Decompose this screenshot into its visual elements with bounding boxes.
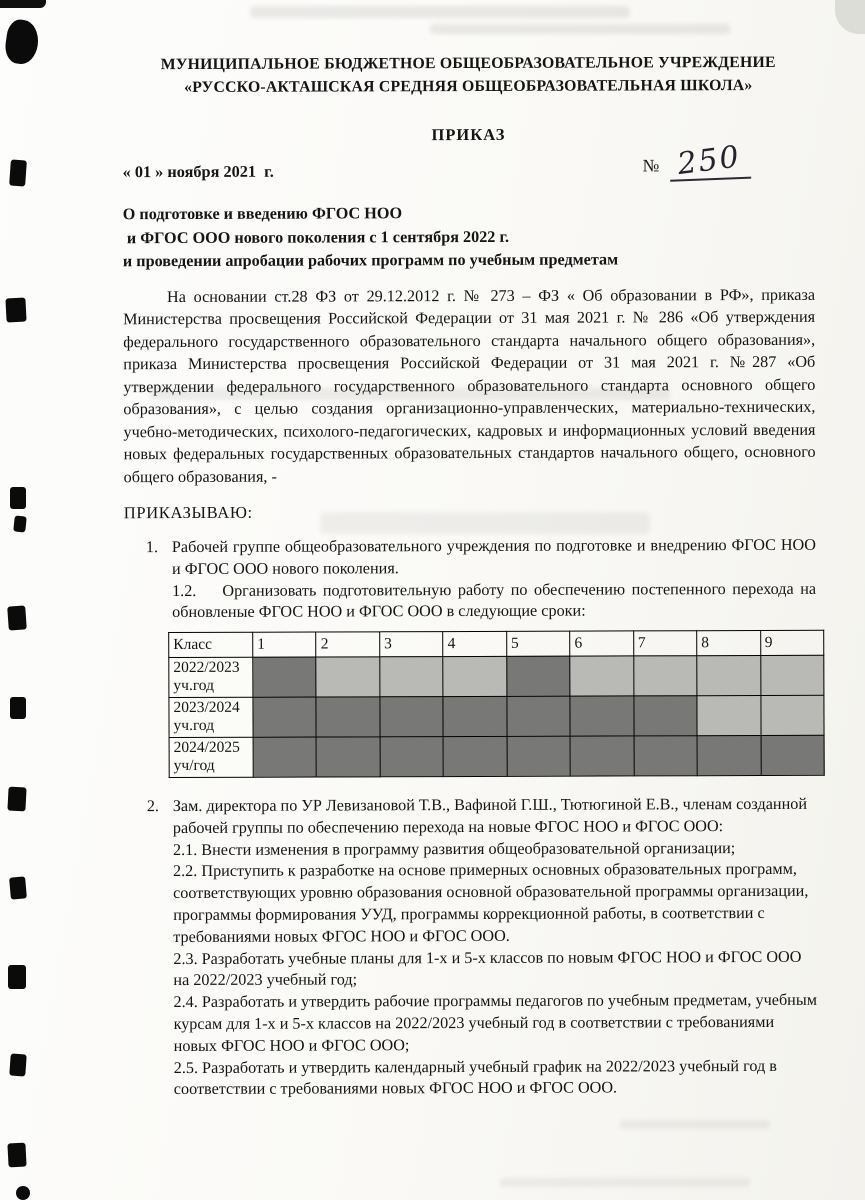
- year-label-cell: 2024/2025 уч/год: [169, 737, 253, 777]
- order-items: [124, 535, 818, 1102]
- grade-column-header: 1: [253, 632, 317, 657]
- item-1: [146, 535, 816, 581]
- scan-artifact: [16, 1186, 30, 1200]
- scan-artifact: [835, 0, 865, 34]
- transition-shaded-cell: [316, 697, 380, 737]
- transition-shaded-cell: [760, 655, 824, 695]
- grade-column-header: 8: [697, 631, 761, 656]
- transition-shaded-cell: [507, 656, 571, 696]
- order-number-group: [642, 139, 751, 183]
- transition-shaded-cell: [253, 737, 317, 777]
- transition-table-head: [169, 630, 824, 657]
- scan-artifact: [0, 0, 46, 8]
- item-1-2-text: Организовать подготовительную работу по обеспечению постепенного перехода на обновленые ФГОС НОО и ФГОС ООО в следующие сроки:: [172, 579, 817, 622]
- item-2-text: Зам. директора по УР Левизановой Т.В., Вафиной Г.Ш., Тютюгиной Е.В., членам созданной рабочей группы по обеспечению перехода на новые ФГОС НОО и ФГОС ООО:: [172, 794, 808, 837]
- subitem-2-2: 2.2. Приступить к разработке на основе примерных основных образовательных программ, соответствующих уровню образования основной образовательной программы организации, программы формирования УУД, программы коррекционной работы, в соответствии с требованиями новых ФГОС НОО и ФГОС ООО.: [172, 860, 809, 946]
- transition-shaded-cell: [443, 656, 507, 696]
- transition-shaded-cell: [633, 656, 697, 696]
- order-word: ПРИКАЗЫВАЮ:: [123, 502, 253, 523]
- org-name-line1: МУНИЦИПАЛЬНОЕ БЮДЖЕТНОЕ ОБЩЕОБРАЗОВАТЕЛЬНОЕ УЧРЕЖДЕНИЕ: [160, 53, 776, 74]
- transition-shaded-cell: [697, 655, 761, 695]
- table-row: [169, 655, 824, 697]
- transition-shaded-cell: [380, 697, 444, 737]
- table-row: [169, 735, 824, 777]
- subitem-2-1: 2.1. Внести изменения в программу развития общеобразовательной организации;: [172, 838, 736, 859]
- transition-shaded-cell: [697, 695, 761, 735]
- scan-artifact: [7, 787, 26, 812]
- grade-column-header: 9: [760, 630, 824, 655]
- transition-table-body: [169, 655, 824, 777]
- grade-column-header: 3: [380, 632, 444, 657]
- scan-artifact: [9, 159, 27, 186]
- bleed-through-artifact: [620, 1120, 770, 1129]
- transition-shaded-cell: [634, 696, 698, 736]
- scan-artifact: [9, 876, 27, 899]
- scan-artifact: [9, 1053, 26, 1076]
- order-subject: [123, 201, 815, 274]
- transition-shaded-cell: [570, 696, 634, 736]
- transition-table: [168, 630, 825, 778]
- transition-shaded-cell: [316, 737, 380, 777]
- org-name-line2: «РУССКО-АКТАШСКАЯ СРЕДНЯЯ ОБЩЕОБРАЗОВАТЕЛЬНАЯ ШКОЛА»: [184, 77, 753, 96]
- subitem-2-4: 2.4. Разработать и утвердить рабочие программы педагогов по учебным предметам, учебным курсам для 1-х и 5-х классов на 2022/2023 учебный год в соответствии с требованиями новых ФГОС НОО и ФГОС ООО;: [173, 990, 817, 1055]
- item-2: [147, 794, 817, 840]
- grade-column-header: 5: [506, 631, 570, 656]
- item-2-number: 2.: [146, 797, 159, 816]
- bleed-through-artifact: [500, 1178, 750, 1187]
- transition-shaded-cell: [761, 735, 825, 775]
- scan-artifact: [8, 965, 26, 989]
- handwritten-order-number: 250: [675, 139, 743, 183]
- transition-shaded-cell: [570, 736, 634, 776]
- document-type-title: ПРИКАЗ: [431, 124, 506, 145]
- transition-shaded-cell: [697, 735, 761, 775]
- year-label-cell: 2022/2023 уч.год: [169, 657, 253, 697]
- number-sign-label: №: [642, 155, 660, 176]
- grade-column-header: 4: [443, 632, 507, 657]
- transition-shaded-cell: [443, 696, 507, 736]
- item-1-2: [172, 578, 816, 624]
- bleed-through-artifact: [430, 24, 730, 34]
- transition-shaded-cell: [253, 657, 317, 697]
- table-header-row: [169, 630, 824, 657]
- document-content: [122, 51, 818, 1102]
- subject-line3: и проведении апробации рабочих программ по учебным предметам: [122, 250, 619, 271]
- transition-shaded-cell: [634, 736, 698, 776]
- class-column-header: Класс: [169, 632, 253, 657]
- transition-shaded-cell: [507, 736, 571, 776]
- bleed-through-artifact: [250, 6, 630, 18]
- subject-line2: и ФГОС ООО нового поколения с 1 сентября 2022 г.: [122, 227, 510, 247]
- item-1-2-number: 1.2.: [172, 581, 197, 600]
- scan-artifact: [7, 1143, 26, 1168]
- item-1-number: 1.: [145, 538, 159, 557]
- order-date: « 01 » ноября 2021 г.: [122, 161, 274, 182]
- scan-artifact: [7, 605, 27, 630]
- preamble-paragraph: На основании ст.28 ФЗ от 29.12.2012 г. № 273 – ФЗ « Об образовании в РФ», приказа Министерства просвещения Российской Федерации от 31 мая 2021 г. № 286 «Об утверждения федерального государственного образовательного стандарта начального общего образования», приказа Министерства просвещения Российской Федерации от 31 мая 2021 г. №287 «Об утверждении федерального государственного образовательного стандарта основного общего образования», с целью создания организационно-управленческих, материально-технических, учебно-методических, психолого-педагогических, кадровых и информационных условий введения новых федеральных государственных образовательных стандартов начального общего, основного общего образования, -: [123, 285, 816, 486]
- transition-shaded-cell: [570, 656, 634, 696]
- grade-column-header: 2: [316, 632, 380, 657]
- grade-column-header: 6: [570, 631, 634, 656]
- scan-artifact: [5, 297, 26, 322]
- scan-artifact: [10, 487, 26, 509]
- table-row: [169, 695, 824, 737]
- transition-shaded-cell: [760, 695, 824, 735]
- subitem-2-5: 2.5. Разработать и утвердить календарный учебный график на 2022/2023 учебный год в соответствии с требованиями новых ФГОС НОО и ФГОС ООО.: [173, 1056, 777, 1099]
- date-number-row: [122, 139, 815, 185]
- transition-shaded-cell: [443, 736, 507, 776]
- scan-artifact: [13, 515, 27, 532]
- year-label-cell: 2023/2024 уч.год: [169, 697, 253, 737]
- item-1-text: Рабочей группе общеобразовательного учреждения по подготовке и внедрению ФГОС НОО и ФГОС ООО нового поколения.: [171, 535, 816, 578]
- scan-artifact: [10, 697, 26, 719]
- subject-line1: О подготовке и введению ФГОС НОО: [122, 204, 403, 224]
- grade-column-header: 7: [633, 631, 697, 656]
- subitem-2-3: 2.3. Разработать учебные планы для 1-х и 5-х классов по новым ФГОС НОО и ФГОС ООО на 2022/2023 учебный год;: [173, 947, 802, 990]
- transition-shaded-cell: [253, 697, 317, 737]
- transition-shaded-cell: [380, 657, 444, 697]
- transition-shaded-cell: [507, 696, 571, 736]
- transition-shaded-cell: [380, 737, 444, 777]
- handwritten-number-underline: [669, 139, 752, 183]
- transition-shaded-cell: [316, 657, 380, 697]
- scan-artifact: [3, 18, 41, 66]
